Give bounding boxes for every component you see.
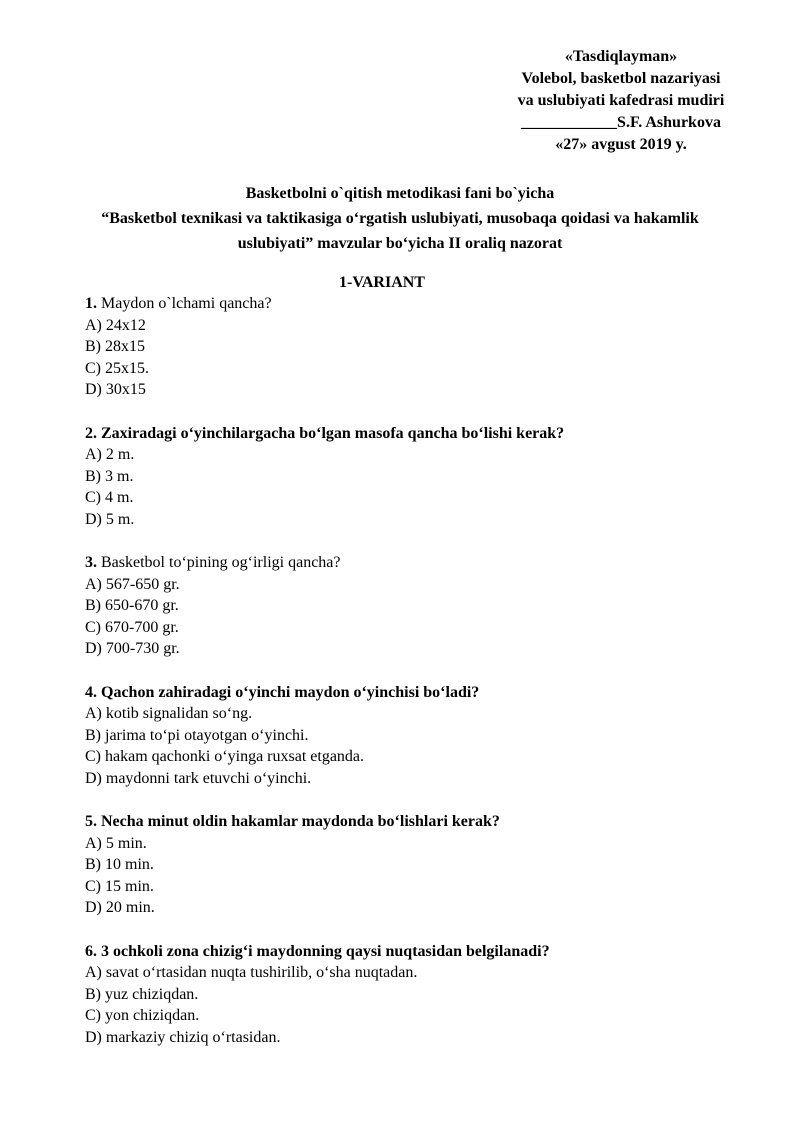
answer-option: B) 28x15 [85, 338, 145, 355]
question-2 [85, 423, 765, 531]
question-prompt: Maydon o`lchami qancha? [101, 295, 272, 312]
answer-option: D) 20 min. [85, 899, 155, 916]
question-number: 3. [85, 554, 97, 571]
document-heading [40, 181, 760, 256]
answer-option: A) 24x12 [85, 316, 146, 334]
answer-option: B) 3 m. [85, 467, 134, 485]
answer-option: C) hakam qachonki o‘yinga ruxsat etganda. [85, 748, 365, 765]
answer-option: D) maydonni tark etuvchi o‘yinchi. [85, 769, 312, 787]
approval-position: va uslubiyati kafedrasi mudiri [517, 92, 725, 109]
answer-option: D) 30x15 [85, 381, 146, 398]
answer-option: D) markaziy chiziq o‘rtasidan. [85, 1028, 281, 1046]
heading-line-3: uslubiyati” mavzular bo‘yicha II oraliq nazorat [237, 235, 563, 252]
approval-signature-line: ____________S.F. Ashurkova [521, 114, 721, 131]
question-prompt: 3 ochkoli zona chizig‘i maydonning qaysi nuqtasidan belgilanadi? [101, 942, 550, 960]
question-prompt: Necha minut oldin hakamlar maydonda bo‘lishlari kerak? [101, 813, 500, 830]
question-text [85, 941, 765, 963]
answer-option: B) 650-670 gr. [85, 597, 179, 614]
approval-block [490, 46, 752, 156]
approval-date: «27» avgust 2019 y. [555, 136, 687, 153]
answer-option: B) yuz chiziqdan. [85, 985, 199, 1003]
question-number: 2. [85, 424, 97, 442]
answer-option: C) 15 min. [85, 877, 154, 895]
question-number: 5. [85, 813, 97, 830]
question-5 [85, 811, 765, 919]
question-prompt: Qachon zahiradagi o‘yinchi maydon o‘yinchisi bo‘ladi? [101, 683, 480, 701]
answer-option: B) 10 min. [85, 856, 154, 873]
answer-option: C) 670-700 gr. [85, 618, 179, 636]
answer-option: D) 5 m. [85, 510, 135, 528]
answer-option: C) yon chiziqdan. [85, 1007, 200, 1024]
question-prompt: Zaxiradagi o‘yinchilargacha bo‘lgan masofa qancha bo‘lishi kerak? [101, 424, 565, 442]
approval-title: «Tasdiqlayman» [564, 48, 678, 65]
answer-option: D) 700-730 gr. [85, 640, 180, 657]
question-text [85, 293, 765, 315]
question-1 [85, 293, 765, 401]
question-number: 1. [85, 295, 97, 312]
answer-option: B) jarima to‘pi otayotgan o‘yinchi. [85, 726, 309, 744]
question-4 [85, 682, 765, 790]
answer-option: C) 25x15. [85, 359, 149, 377]
answer-option: A) 5 min. [85, 834, 147, 852]
answer-option: C) 4 m. [85, 489, 134, 506]
question-text [85, 552, 765, 574]
answer-option: A) kotib signalidan so‘ng. [85, 705, 253, 722]
question-prompt: Basketbol to‘pining og‘irligi qancha? [101, 554, 341, 571]
heading-line-1: Basketbolni o`qitish metodikasi fani bo`yicha [245, 185, 555, 202]
heading-line-2: “Basketbol texnikasi va taktikasiga o‘rgatish uslubiyati, musobaqa qoidasi va hakamlik [101, 210, 699, 227]
question-number: 4. [85, 683, 97, 701]
answer-option: A) 2 m. [85, 446, 135, 463]
answer-option: A) savat o‘rtasidan nuqta tushirilib, o‘sha nuqtadan. [85, 964, 418, 981]
question-3 [85, 552, 765, 660]
question-text [85, 682, 765, 704]
question-text [85, 811, 765, 833]
question-6 [85, 941, 765, 1049]
answer-option: A) 567-650 gr. [85, 575, 180, 593]
question-list [85, 293, 765, 1070]
variant-title: 1-VARIANT [339, 274, 425, 291]
question-text [85, 423, 765, 445]
question-number: 6. [85, 942, 97, 960]
approval-department: Volebol, basketbol nazariyasi [521, 70, 721, 87]
